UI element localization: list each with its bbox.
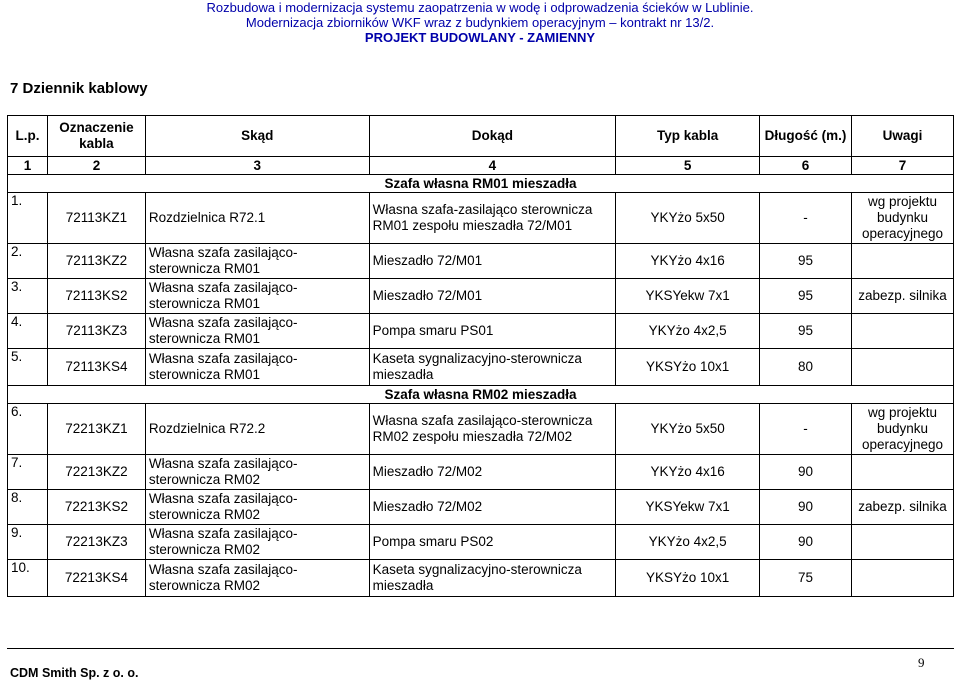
cell-oznaczenie: 72213KZ3 <box>47 525 145 560</box>
column-number: 4 <box>369 157 616 175</box>
cell-oznaczenie: 72213KS4 <box>47 560 145 597</box>
header-line-2: Modernizacja zbiorników WKF wraz z budynkiem operacyjnym – kontrakt nr 13/2. <box>245 15 715 30</box>
cell-skad: Własna szafa zasilająco-sterownicza RM02 <box>145 525 369 560</box>
section-title: 7 Dziennik kablowy <box>10 80 148 97</box>
cell-uwagi <box>851 525 953 560</box>
table-row <box>8 525 954 560</box>
table-row <box>8 560 954 597</box>
cell-dlugosc: 90 <box>760 525 852 560</box>
cell-dokad: Mieszadło 72/M01 <box>369 279 616 314</box>
cell-dokad: Kaseta sygnalizacyjno-sterownicza mieszadła <box>369 349 616 386</box>
table-row <box>8 404 954 455</box>
cell-uwagi <box>851 349 953 386</box>
cell-oznaczenie: 72113KZ2 <box>47 244 145 279</box>
cell-dlugosc: 95 <box>760 244 852 279</box>
table-row <box>8 490 954 525</box>
group-header-row <box>8 386 954 404</box>
column-number: 5 <box>616 157 760 175</box>
cell-lp: 5. <box>8 349 48 386</box>
header-line-3: PROJEKT BUDOWLANY - ZAMIENNY <box>364 30 596 45</box>
cell-lp: 9. <box>8 525 48 560</box>
cell-uwagi: zabezp. silnika <box>851 490 953 525</box>
cell-typ: YKSYekw 7x1 <box>616 279 760 314</box>
cell-uwagi: zabezp. silnika <box>851 279 953 314</box>
footer-divider <box>7 648 954 649</box>
footer-company: CDM Smith Sp. z o. o. <box>10 666 139 680</box>
cell-lp: 7. <box>8 455 48 490</box>
cell-typ: YKYżo 4x2,5 <box>616 314 760 349</box>
column-number: 7 <box>851 157 953 175</box>
cell-uwagi <box>851 314 953 349</box>
group-title: Szafa własna RM01 mieszadła <box>8 175 954 193</box>
cell-dokad: Pompa smaru PS01 <box>369 314 616 349</box>
cell-dlugosc: 95 <box>760 279 852 314</box>
cell-dlugosc: - <box>760 193 852 244</box>
cell-dokad: Kaseta sygnalizacyjno-sterownicza mieszadła <box>369 560 616 597</box>
cell-uwagi: wg projektu budynku operacyjnego <box>851 404 953 455</box>
cell-skad: Własna szafa zasilająco-sterownicza RM01 <box>145 244 369 279</box>
table-row <box>8 314 954 349</box>
column-number: 2 <box>47 157 145 175</box>
cell-oznaczenie: 72113KS2 <box>47 279 145 314</box>
table-header-row <box>8 116 954 157</box>
cell-dokad: Własna szafa zasilająco-sterownicza RM02 zespołu mieszadła 72/M02 <box>369 404 616 455</box>
cell-skad: Własna szafa zasilająco-sterownicza RM02 <box>145 455 369 490</box>
group-header-row <box>8 175 954 193</box>
column-number: 1 <box>8 157 48 175</box>
header-lp: L.p. <box>8 116 48 157</box>
header-dlugosc: Długość (m.) <box>760 116 852 157</box>
cell-skad: Własna szafa zasilająco-sterownicza RM01 <box>145 349 369 386</box>
cell-typ: YKSYżo 10x1 <box>616 560 760 597</box>
cell-skad: Własna szafa zasilająco-sterownicza RM01 <box>145 314 369 349</box>
cell-skad: Własna szafa zasilająco-sterownicza RM01 <box>145 279 369 314</box>
cell-dlugosc: 90 <box>760 490 852 525</box>
cell-lp: 6. <box>8 404 48 455</box>
cell-dokad: Własna szafa-zasilająco sterownicza RM01 zespołu mieszadła 72/M01 <box>369 193 616 244</box>
cell-dokad: Mieszadło 72/M02 <box>369 455 616 490</box>
cell-oznaczenie: 72213KZ2 <box>47 455 145 490</box>
cell-typ: YKYżo 5x50 <box>616 404 760 455</box>
cell-lp: 2. <box>8 244 48 279</box>
cell-dlugosc: 80 <box>760 349 852 386</box>
cell-oznaczenie: 72113KS4 <box>47 349 145 386</box>
cell-dlugosc: 90 <box>760 455 852 490</box>
column-number: 3 <box>145 157 369 175</box>
table-row <box>8 193 954 244</box>
cell-typ: YKYżo 4x16 <box>616 244 760 279</box>
cable-log-table <box>7 115 954 597</box>
table-row <box>8 455 954 490</box>
header-typ: Typ kabla <box>616 116 760 157</box>
cell-typ: YKYżo 4x16 <box>616 455 760 490</box>
cell-dlugosc: 75 <box>760 560 852 597</box>
cell-dlugosc: 95 <box>760 314 852 349</box>
cell-typ: YKYżo 5x50 <box>616 193 760 244</box>
cell-skad: Własna szafa zasilająco-sterownicza RM02 <box>145 560 369 597</box>
cell-uwagi <box>851 560 953 597</box>
cell-lp: 10. <box>8 560 48 597</box>
cell-oznaczenie: 72113KZ3 <box>47 314 145 349</box>
header-line-1: Rozbudowa i modernizacja systemu zaopatrzenia w wodę i odprowadzenia ścieków w Lublinie. <box>206 0 754 15</box>
cell-dokad: Mieszadło 72/M02 <box>369 490 616 525</box>
cell-skad: Własna szafa zasilająco-sterownicza RM02 <box>145 490 369 525</box>
cell-uwagi <box>851 244 953 279</box>
group-title: Szafa własna RM02 mieszadła <box>8 386 954 404</box>
cell-lp: 3. <box>8 279 48 314</box>
cell-oznaczenie: 72213KS2 <box>47 490 145 525</box>
table-row <box>8 244 954 279</box>
cell-oznaczenie: 72113KZ1 <box>47 193 145 244</box>
cell-uwagi: wg projektu budynku operacyjnego <box>851 193 953 244</box>
table-row <box>8 279 954 314</box>
cell-dlugosc: - <box>760 404 852 455</box>
cell-skad: Rozdzielnica R72.1 <box>145 193 369 244</box>
cell-dokad: Mieszadło 72/M01 <box>369 244 616 279</box>
header-oznaczenie: Oznaczenie kabla <box>47 116 145 157</box>
cell-dokad: Pompa smaru PS02 <box>369 525 616 560</box>
table-row <box>8 349 954 386</box>
header-skad: Skąd <box>145 116 369 157</box>
header-dokad: Dokąd <box>369 116 616 157</box>
cell-oznaczenie: 72213KZ1 <box>47 404 145 455</box>
cell-skad: Rozdzielnica R72.2 <box>145 404 369 455</box>
cell-typ: YKSYżo 10x1 <box>616 349 760 386</box>
cell-lp: 8. <box>8 490 48 525</box>
cell-typ: YKSYekw 7x1 <box>616 490 760 525</box>
column-number-row <box>8 157 954 175</box>
cell-lp: 1. <box>8 193 48 244</box>
cable-log-body <box>8 116 954 597</box>
cell-typ: YKYżo 4x2,5 <box>616 525 760 560</box>
column-number: 6 <box>760 157 852 175</box>
header-uwagi: Uwagi <box>851 116 953 157</box>
cell-lp: 4. <box>8 314 48 349</box>
cell-uwagi <box>851 455 953 490</box>
page-number: 9 <box>918 655 925 670</box>
